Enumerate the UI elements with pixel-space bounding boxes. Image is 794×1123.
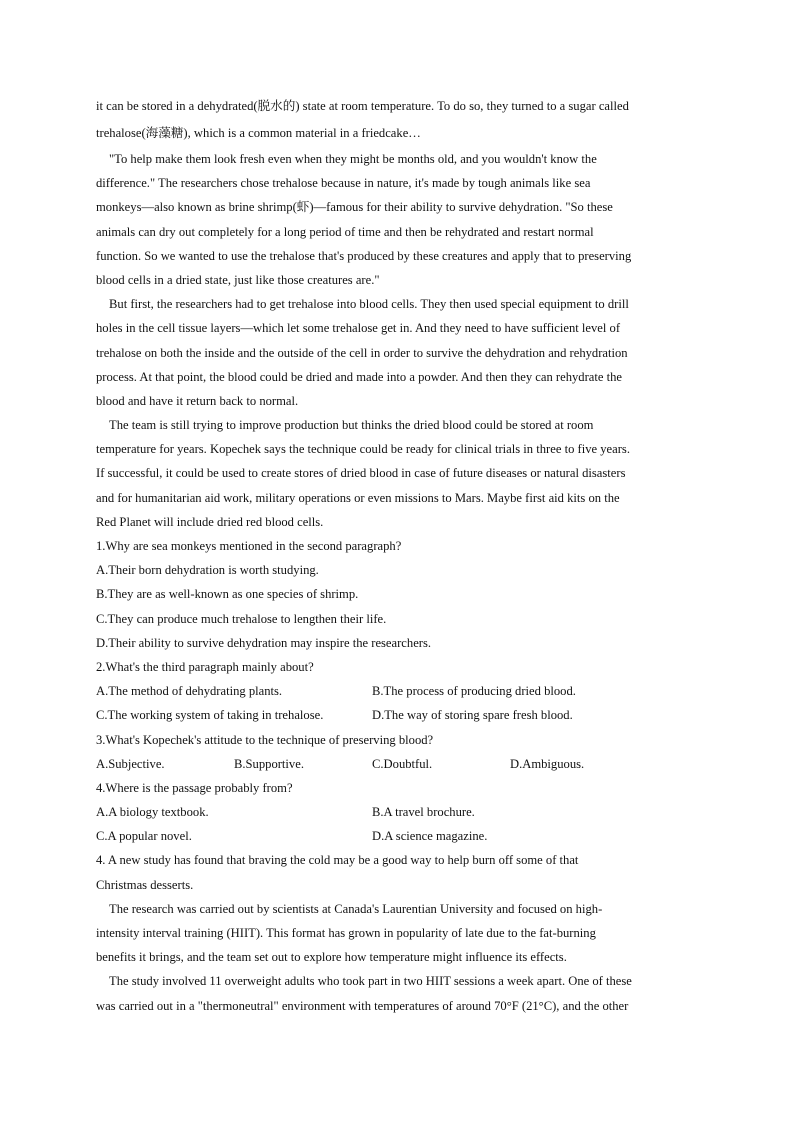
text-line: Red Planet will include dried red blood cells. [96,514,324,529]
answer-option: C.They can produce much trehalose to lengthen their life. [96,611,387,626]
question-stem: 2.What's the third paragraph mainly about? [96,659,314,674]
document-page [96,93,696,1018]
text-line: If successful, it could be used to create stores of dried blood in case of future diseases or natural disasters [96,466,626,481]
text-line: benefits it brings, and the team set out to explore how temperature might influence its effects. [96,950,567,965]
question [96,728,696,776]
answer-option: D.A science magazine. [372,829,488,844]
passage-paragraph [96,147,696,292]
answer-option: C.Doubtful. [372,756,433,771]
question-stem: 1.Why are sea monkeys mentioned in the second paragraph? [96,539,402,553]
text-line: blood cells in a dried state, just like those creatures are." [96,272,380,287]
text-line: blood and have it return back to normal. [96,393,299,408]
answer-option: B.Supportive. [234,756,304,771]
text-line: 4. A new study has found that braving the cold may be a good way to help burn off some of that [96,853,579,868]
text-line: temperature for years. Kopechek says the technique could be ready for clinical trials in three to five years. [96,442,630,457]
passage-paragraph [96,93,696,147]
question-stem: 3.What's Kopechek's attitude to the technique of preserving blood? [96,732,434,747]
answer-option: C.A popular novel. [96,829,192,844]
text-line: The study involved 11 overweight adults who took part in two HIIT sessions a week apart. One of these [109,974,632,989]
question [96,655,696,728]
answer-option: B.A travel brochure. [372,805,475,820]
question-stem: 4.Where is the passage probably from? [96,780,293,795]
text-line: difference." The researchers chose trehalose because in nature, it's made by tough animals like sea [96,176,591,191]
question [96,776,696,849]
answer-option: A.A biology textbook. [96,805,209,820]
text-line: function. So we wanted to use the trehalose that's produced by these creatures and apply that to preserving [96,248,632,263]
passage-paragraph [96,969,696,1017]
option-row [96,679,696,703]
passage-paragraph [96,292,696,413]
text-line: The research was carried out by scientists at Canada's Laurentian University and focused on high- [109,901,603,916]
text-line: The team is still trying to improve production but thinks the dried blood could be stored at room [109,418,594,433]
text-line: intensity interval training (HIIT). This format has grown in popularity of late due to the fat-burning [96,926,596,940]
text-line: monkeys—also known as brine shrimp(虾)—famous for their ability to survive dehydration. "So these [96,200,613,215]
answer-option: B.The process of producing dried blood. [372,684,576,699]
option-row [96,824,696,848]
option-row [96,800,696,824]
answer-option: D.Their ability to survive dehydration may inspire the researchers. [96,635,432,650]
text-line: Christmas desserts. [96,877,194,892]
option-row [96,703,696,727]
text-line: holes in the cell tissue layers—which let some trehalose get in. And they need to have sufficient level of [96,321,621,336]
answer-option: A.Their born dehydration is worth studying. [96,563,319,578]
text-line: trehalose on both the inside and the outside of the cell in order to survive the dehydration and rehydration [96,345,628,360]
answer-option: A.Subjective. [96,756,165,771]
passage-4 [96,848,696,1017]
option-row [96,752,696,776]
text-line: trehalose(海藻糖), which is a common material in a friedcake… [96,126,421,140]
text-line: it can be stored in a dehydrated(脱水的) state at room temperature. To do so, they turned to a sugar called [96,99,629,113]
answer-option: A.The method of dehydrating plants. [96,684,283,699]
text-line: was carried out in a "thermoneutral" environment with temperatures of around 70°F (21°C), and the other [96,998,629,1013]
text-line: "To help make them look fresh even when they might be months old, and you wouldn't know the [109,152,597,166]
text-line: animals can dry out completely for a long period of time and then be rehydrated and restart normal [96,224,594,239]
answer-option: C.The working system of taking in trehalose. [96,708,324,723]
passage-paragraph [96,413,696,534]
text-line: process. At that point, the blood could be dried and made into a powder. And then they can rehydrate the [96,369,622,384]
text-line: and for humanitarian aid work, military operations or even missions to Mars. Maybe first aid kits on the [96,490,620,505]
text-line: But first, the researchers had to get trehalose into blood cells. They then used special equipment to drill [109,297,629,312]
passage-paragraph [96,897,696,970]
question [96,534,696,655]
answer-option: B.They are as well-known as one species of shrimp. [96,587,359,602]
answer-option: D.The way of storing spare fresh blood. [372,708,573,723]
answer-option: D.Ambiguous. [510,756,585,771]
